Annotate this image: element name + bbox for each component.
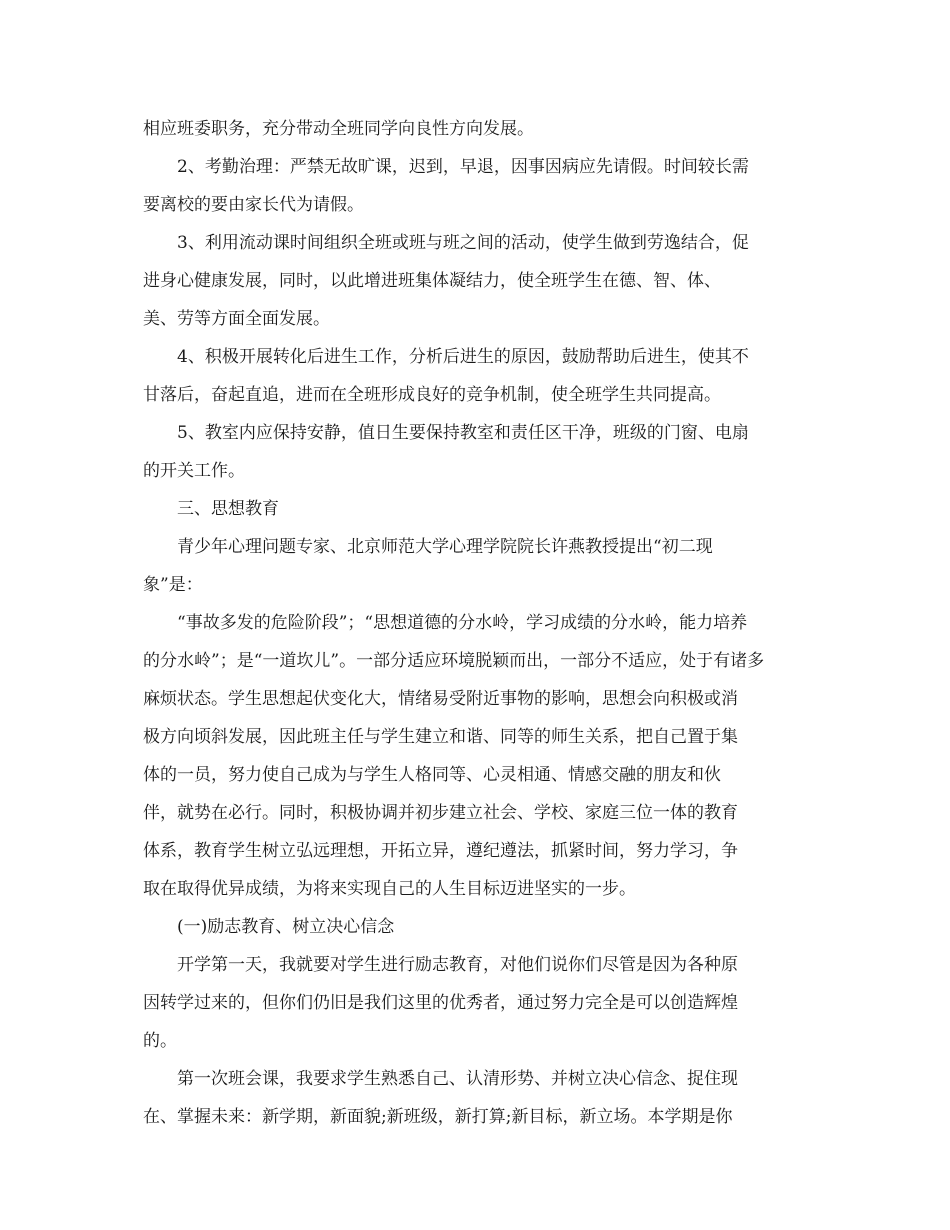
text-line: [0, 684, 950, 714]
text-line: [0, 380, 950, 410]
line-text: 美、劳等方面全面发展。: [143, 309, 330, 329]
text-line: [0, 570, 950, 600]
text-line: [0, 874, 950, 904]
line-text: 伴，就势在必行。同时，积极协调并初步建立社会、学校、家庭三位一体的教育: [143, 803, 738, 823]
line-text: 体系，教育学生树立弘远理想，开拓立异，遵纪遵法，抓紧时间，努力学习，争: [143, 841, 738, 861]
line-text: 要离校的要由家长代为请假。: [143, 195, 364, 215]
text-line: [0, 798, 950, 828]
text-line: [0, 418, 950, 448]
text-line: [0, 1064, 950, 1094]
text-line: [0, 836, 950, 866]
line-text: 2、考勤治理：严禁无故旷课，迟到，早退，因事因病应先请假。时间较长需: [177, 157, 749, 177]
text-line: [0, 646, 950, 676]
text-line: [0, 988, 950, 1018]
text-line: [0, 456, 950, 486]
text-line: [0, 950, 950, 980]
line-text: 三、思想教育: [177, 499, 279, 519]
text-line: [0, 228, 950, 258]
text-line: [0, 722, 950, 752]
section-heading: [0, 494, 950, 524]
line-text: 青少年心理问题专家、北京师范大学心理学院院长许燕教授提出“初二现: [177, 537, 713, 557]
line-text: 因转学过来的，但你们仍旧是我们这里的优秀者，通过努力完全是可以创造辉煌: [143, 993, 738, 1013]
line-text: 相应班委职务，充分带动全班同学向良性方向发展。: [143, 119, 534, 139]
text-line: [0, 266, 950, 296]
line-text: 取在取得优异成绩，为将来实现自己的人生目标迈进坚实的一步。: [143, 879, 636, 899]
line-text: 开学第一天，我就要对学生进行励志教育，对他们说你们尽管是因为各种原: [177, 955, 738, 975]
text-line: [0, 304, 950, 334]
line-text: 的开关工作。: [143, 461, 245, 481]
line-text: 3、利用流动课时间组织全班或班与班之间的活动，使学生做到劳逸结合，促: [177, 233, 749, 253]
text-line: [0, 190, 950, 220]
line-text: “事故多发的危险阶段”；“思想道德的分水岭，学习成绩的分水岭，能力培养: [177, 613, 748, 633]
line-text: 的。: [143, 1031, 177, 1051]
line-text: 极方向顷斜发展，因此班主任与学生建立和谐、同等的师生关系，把自己置于集: [143, 727, 738, 747]
line-text: 的分水岭”；是“一道坎儿”。一部分适应环境脱颖而出，一部分不适应，处于有诸多: [143, 651, 765, 671]
line-text: 甘落后，奋起直追，进而在全班形成良好的竞争机制，使全班学生共同提高。: [143, 385, 721, 405]
text-line: [0, 532, 950, 562]
text-line: [0, 1026, 950, 1056]
text-line: [0, 342, 950, 372]
line-text: 第一次班会课，我要求学生熟悉自己、认清形势、并树立决心信念、捉住现: [177, 1069, 738, 1089]
line-text: 象”是：: [143, 575, 203, 595]
line-text: 体的一员，努力使自己成为与学生人格同等、心灵相通、情感交融的朋友和伙: [143, 765, 721, 785]
text-line: [0, 114, 950, 144]
text-line: [0, 760, 950, 790]
subsection-heading: [0, 912, 950, 942]
line-text: 麻烦状态。学生思想起伏变化大，情绪易受附近事物的影响，思想会向积极或消: [143, 689, 738, 709]
text-line: [0, 608, 950, 638]
text-line: [0, 152, 950, 182]
line-text: 4、积极开展转化后进生工作，分析后进生的原因，鼓励帮助后进生，使其不: [177, 347, 749, 367]
text-line: [0, 1102, 950, 1132]
line-text: (一)励志教育、树立决心信念: [177, 917, 395, 937]
line-text: 在、掌握未来：新学期，新面貌;新班级，新打算;新目标，新立场。本学期是你: [143, 1107, 733, 1127]
line-text: 进身心健康发展，同时，以此增进班集体凝结力，使全班学生在德、智、体、: [143, 271, 721, 291]
line-text: 5、教室内应保持安静，值日生要保持教室和责任区干净，班级的门窗、电扇: [177, 423, 749, 443]
